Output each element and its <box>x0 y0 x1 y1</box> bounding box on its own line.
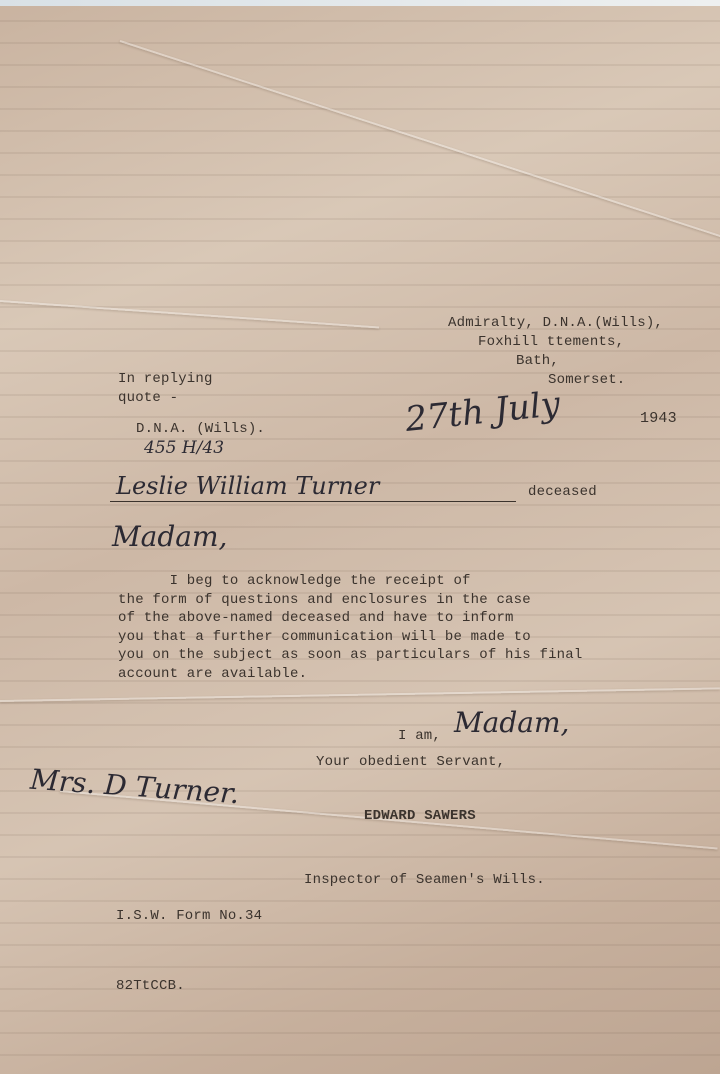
body-line: account are available. <box>118 665 308 682</box>
name-underline <box>110 501 516 502</box>
footer-code: 82TtCCB. <box>116 978 185 994</box>
body-line: I beg to acknowledge the receipt of <box>118 573 471 589</box>
paper-crease <box>120 40 720 240</box>
body-line: of the above-named deceased and have to inform <box>118 610 514 626</box>
closing-madam-handwritten: Madam, <box>454 706 570 739</box>
reference-number: D.N.A. (Wills). <box>136 421 266 437</box>
signatory-title: Inspector of Seamen's Wills. <box>304 872 545 888</box>
body-line: the form of questions and enclosures in the case <box>118 591 531 608</box>
deceased-name-handwritten: Leslie William Turner <box>116 472 380 500</box>
salutation-handwritten: Madam, <box>112 520 228 553</box>
address-line: Foxhill ttements, <box>478 334 625 350</box>
reply-instruction: In replying <box>118 371 213 387</box>
date-handwritten: 27th July <box>403 383 562 441</box>
deceased-label: deceased <box>528 484 597 500</box>
reply-instruction: quote - <box>118 390 179 406</box>
form-number: I.S.W. Form No.34 <box>116 908 263 924</box>
photo-border <box>0 0 720 6</box>
body-line: you on the subject as soon as particulars of his final <box>118 647 583 663</box>
closing-i-am: I am, <box>398 728 442 744</box>
paper-crease <box>0 687 720 702</box>
letter-body <box>118 572 678 683</box>
recipient-handwritten: Mrs. D Turner. <box>29 762 241 811</box>
signatory-name: EDWARD SAWERS <box>364 808 476 824</box>
address-line: Somerset. <box>548 372 626 388</box>
paper-crease <box>0 300 379 329</box>
closing-servant: Your obedient Servant, <box>316 754 506 770</box>
address-line: Admiralty, D.N.A.(Wills), <box>448 315 664 331</box>
body-line: you that a further communication will be made to <box>118 628 531 645</box>
date-year: 1943 <box>640 410 677 427</box>
reference-handwritten: 455 H/43 <box>144 438 225 458</box>
address-line: Bath, <box>516 353 560 369</box>
